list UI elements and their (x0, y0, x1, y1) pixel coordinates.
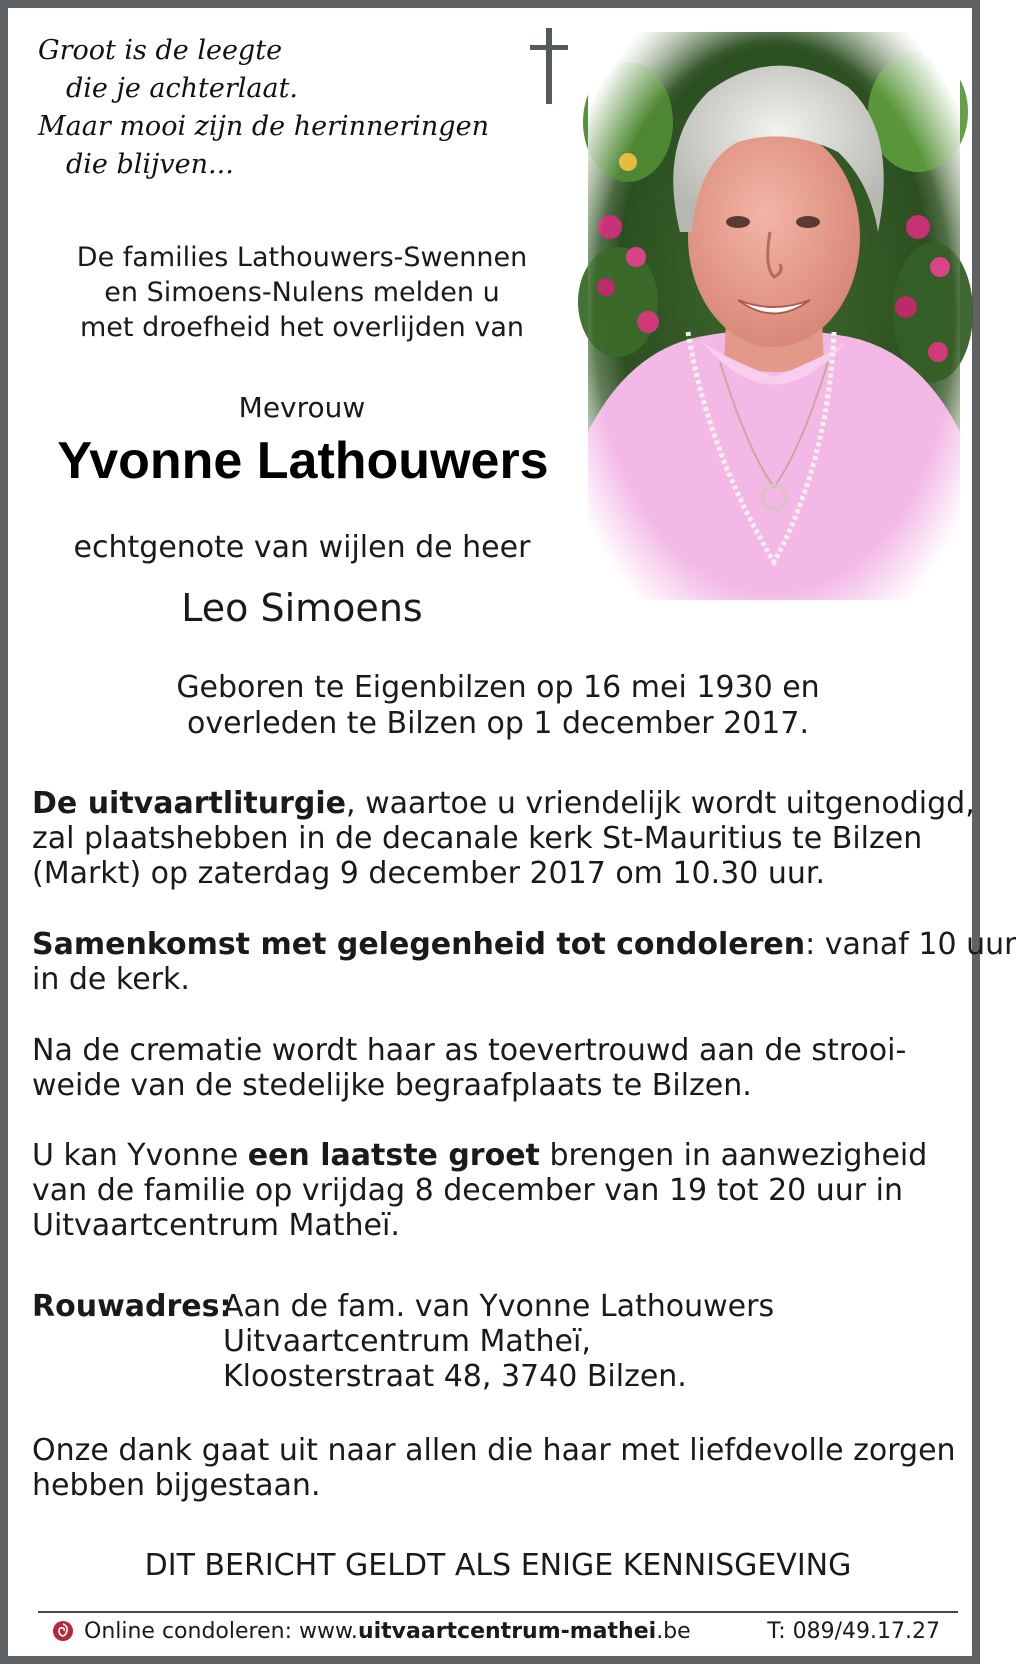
condolence-paragraph (32, 927, 1016, 997)
official-notice: DIT BERICHT GELDT ALS ENIGE KENNISGEVING (144, 1548, 852, 1583)
condolence-heading: Samenkomst met gelegenheid tot condoleren (32, 927, 806, 962)
announcement-line: met droefheid het overlijden van (80, 312, 524, 343)
phone-number: T: 089/49.17.27 (767, 1619, 940, 1644)
farewell-line: U kan Yvonne (32, 1138, 248, 1173)
online-label: Online condoleren: www. (84, 1619, 358, 1644)
footer-divider (38, 1611, 958, 1613)
announcement (28, 240, 576, 345)
mourning-address (223, 1289, 774, 1394)
announcement-line: De families Lathouwers-Swennen (76, 242, 528, 273)
online-condolence-link[interactable] (52, 1617, 691, 1647)
rose-icon (52, 1620, 74, 1642)
dates-line: Geboren te Eigenbilzen op 16 mei 1930 en (176, 670, 820, 705)
spouse-name: Leo Simoens (181, 586, 423, 630)
poem-line: Groot is de leegte (38, 35, 283, 66)
liturgy-line: , waartoe u vriendelijk wordt uitgenodigd, (346, 786, 975, 821)
portrait-illustration (588, 32, 960, 600)
website-tld: .be (656, 1619, 691, 1644)
cremation-line: weide van de stedelijke begraafplaats te Bilzen. (32, 1068, 752, 1103)
liturgy-heading: De uitvaartliturgie (32, 786, 347, 821)
deceased-title: Mevrouw (238, 391, 366, 424)
poem-line: die blijven... (66, 149, 234, 180)
farewell-line: brengen in aanwezigheid (539, 1138, 928, 1173)
birth-death-dates (28, 670, 968, 742)
address-line: Aan de fam. van Yvonne Lathouwers (223, 1289, 775, 1324)
deceased-name: Yvonne Lathouwers (57, 432, 549, 490)
condolence-line: : vanaf 10 uur (805, 927, 1016, 962)
thanks-line: hebben bijgestaan. (32, 1468, 321, 1503)
poem-line: Maar mooi zijn de herinneringen (38, 111, 489, 142)
announcement-line: en Simoens-Nulens melden u (104, 277, 500, 308)
cremation-paragraph (32, 1033, 972, 1103)
condolence-line: in de kerk. (32, 962, 190, 997)
spouse-intro: echtgenote van wijlen de heer (73, 530, 531, 565)
liturgy-line: zal plaatshebben in de decanale kerk St-Mauritius te Bilzen (32, 821, 923, 856)
address-line: Uitvaartcentrum Matheï, (223, 1324, 591, 1359)
dates-line: overleden te Bilzen op 1 december 2017. (187, 706, 809, 741)
farewell-paragraph (32, 1138, 972, 1243)
thanks-line: Onze dank gaat uit naar allen die haar met liefdevolle zorgen (32, 1433, 956, 1468)
website-name: uitvaartcentrum-mathei (357, 1619, 657, 1644)
portrait-photo (588, 32, 960, 600)
poem-line: die je achterlaat. (66, 73, 299, 104)
address-label: Rouwadres: (32, 1289, 232, 1324)
farewell-highlight: een laatste groet (247, 1138, 540, 1173)
thanks-paragraph (32, 1433, 972, 1503)
liturgy-paragraph (32, 786, 975, 891)
cremation-line: Na de crematie wordt haar as toevertrouwd aan de strooi- (32, 1033, 907, 1068)
cross-icon (530, 28, 568, 104)
farewell-line: van de familie op vrijdag 8 december van 19 tot 20 uur in (32, 1173, 904, 1208)
poem (38, 32, 518, 184)
liturgy-line: (Markt) op zaterdag 9 december 2017 om 10.30 uur. (32, 856, 826, 891)
farewell-line: Uitvaartcentrum Matheï. (32, 1208, 400, 1243)
address-line: Kloosterstraat 48, 3740 Bilzen. (223, 1359, 687, 1394)
